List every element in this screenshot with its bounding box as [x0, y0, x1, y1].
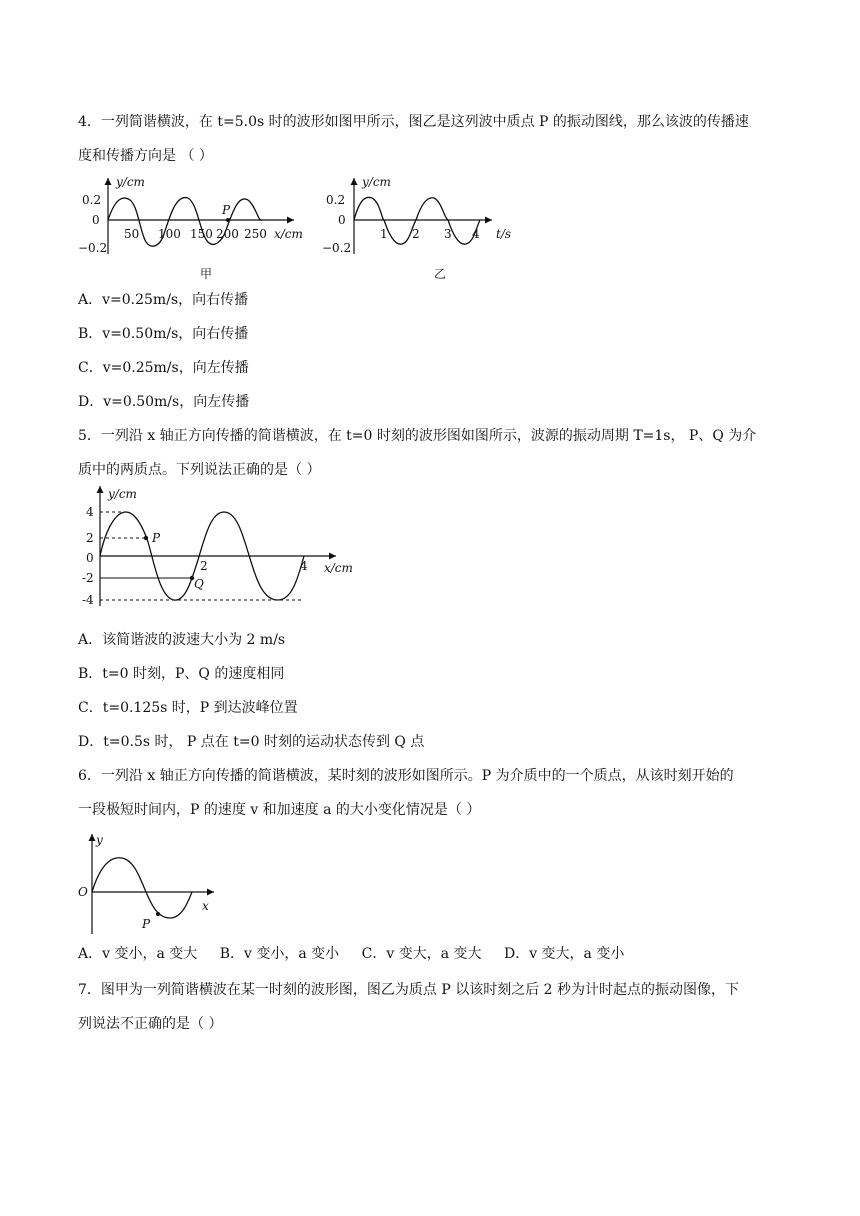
q4-option-a[interactable]: A．v=0.25m/s，向右传播	[78, 292, 249, 308]
q6-options	[78, 944, 642, 964]
point-q-label: Q	[194, 577, 204, 591]
point-p-label: P	[222, 203, 231, 217]
ytick-0: 0	[338, 213, 346, 227]
q5-option-c[interactable]: C．t=0.125s 时，P 到达波峰位置	[78, 700, 298, 716]
q4-figure-yi	[322, 172, 522, 284]
ylabel: y	[96, 833, 103, 847]
q6-stem-line2: 一段极短时间内，P 的速度 v 和加速度 a 的大小变化情况是（ ）	[78, 802, 481, 818]
q6-figure	[78, 830, 228, 940]
ylabel: y/cm	[362, 175, 391, 189]
q6-option-d[interactable]: D．v 变大，a 变小	[503, 946, 625, 962]
xlabel: x	[202, 899, 209, 913]
xtick-50: 50	[124, 227, 140, 241]
q5-stem-line2: 质中的两质点。下列说法正确的是（ ）	[78, 462, 321, 478]
xtick-3: 3	[444, 227, 452, 241]
q5-figure	[82, 482, 372, 612]
q4-figure-jia	[80, 172, 310, 284]
ytick-0: 0	[86, 551, 94, 565]
q7-stem-line1: 7．图甲为一列简谐横波在某一时刻的波形图，图乙为质点 P 以该时刻之后 2 秒为计时起点的振动图像，下	[78, 982, 740, 998]
ytick-0: 0	[92, 213, 100, 227]
q4-option-c[interactable]: C．v=0.25m/s，向左传播	[78, 360, 249, 376]
point-p-label: P	[152, 531, 161, 545]
q5-option-d[interactable]: D．t=0.5s 时， P 点在 t=0 时刻的运动状态传到 Q 点	[78, 734, 425, 750]
xtick-250: 250	[244, 227, 267, 241]
ytick-neg4: -4	[82, 593, 94, 607]
xlabel: t/s	[496, 227, 512, 241]
caption-yi: 乙	[434, 267, 447, 281]
q6-option-b[interactable]: B．v 变小，a 变小	[219, 946, 340, 962]
q5-option-b[interactable]: B．t=0 时刻，P、Q 的速度相同	[78, 666, 285, 682]
point-p-label: P	[142, 917, 151, 931]
q4-option-b[interactable]: B．v=0.50m/s，向右传播	[78, 326, 249, 342]
xtick-4: 4	[300, 559, 308, 573]
ytick-neg0.2: −0.2	[322, 241, 352, 255]
q4-option-d[interactable]: D．v=0.50m/s，向左传播	[78, 394, 250, 410]
xlabel: x/cm	[274, 227, 303, 241]
q6-option-c[interactable]: C．v 变大，a 变大	[361, 946, 482, 962]
point-p-dot	[226, 218, 230, 222]
ytick-0.2: 0.2	[82, 193, 102, 207]
q5-stem-line1: 5．一列沿 x 轴正方向传播的简谐横波，在 t=0 时刻的波形图如图所示，波源的振动周期 T=1s， P、Q 为介	[78, 428, 757, 444]
point-p-dot	[144, 536, 148, 540]
wave-curve	[92, 858, 192, 918]
xlabel: x/cm	[324, 561, 353, 575]
origin-label: O	[78, 885, 88, 899]
xtick-100: 100	[158, 227, 181, 241]
ytick-0.2: 0.2	[326, 193, 346, 207]
ylabel: y/cm	[108, 487, 137, 501]
xtick-4: 4	[472, 227, 480, 241]
ytick-neg0.2: −0.2	[78, 241, 108, 255]
ytick-neg2: -2	[82, 571, 94, 585]
xtick-1: 1	[380, 227, 388, 241]
xtick-2: 2	[200, 559, 208, 573]
q6-stem-line1: 6．一列沿 x 轴正方向传播的简谐横波，某时刻的波形如图所示。P 为介质中的一个质点，从该时刻开始的	[78, 768, 734, 784]
q5-option-a[interactable]: A．该简谐波的波速大小为 2 m/s	[78, 632, 286, 648]
point-p-dot	[156, 912, 160, 916]
ylabel: y/cm	[116, 175, 145, 189]
q4-stem-line1: 4．一列简谐横波，在 t=5.0s 时的波形如图甲所示，图乙是这列波中质点 P 的振动图线，那么该波的传播速	[78, 114, 749, 130]
xtick-2: 2	[412, 227, 420, 241]
caption-jia: 甲	[200, 267, 213, 281]
ytick-2: 2	[86, 531, 94, 545]
xtick-150: 150	[190, 227, 213, 241]
q4-stem-line2: 度和传播方向是 （ ）	[78, 148, 213, 164]
q7-stem-line2: 列说法不正确的是（ ）	[78, 1016, 223, 1032]
q6-option-a[interactable]: A．v 变小，a 变大	[78, 946, 198, 962]
xtick-200: 200	[216, 227, 239, 241]
ytick-4: 4	[86, 505, 94, 519]
